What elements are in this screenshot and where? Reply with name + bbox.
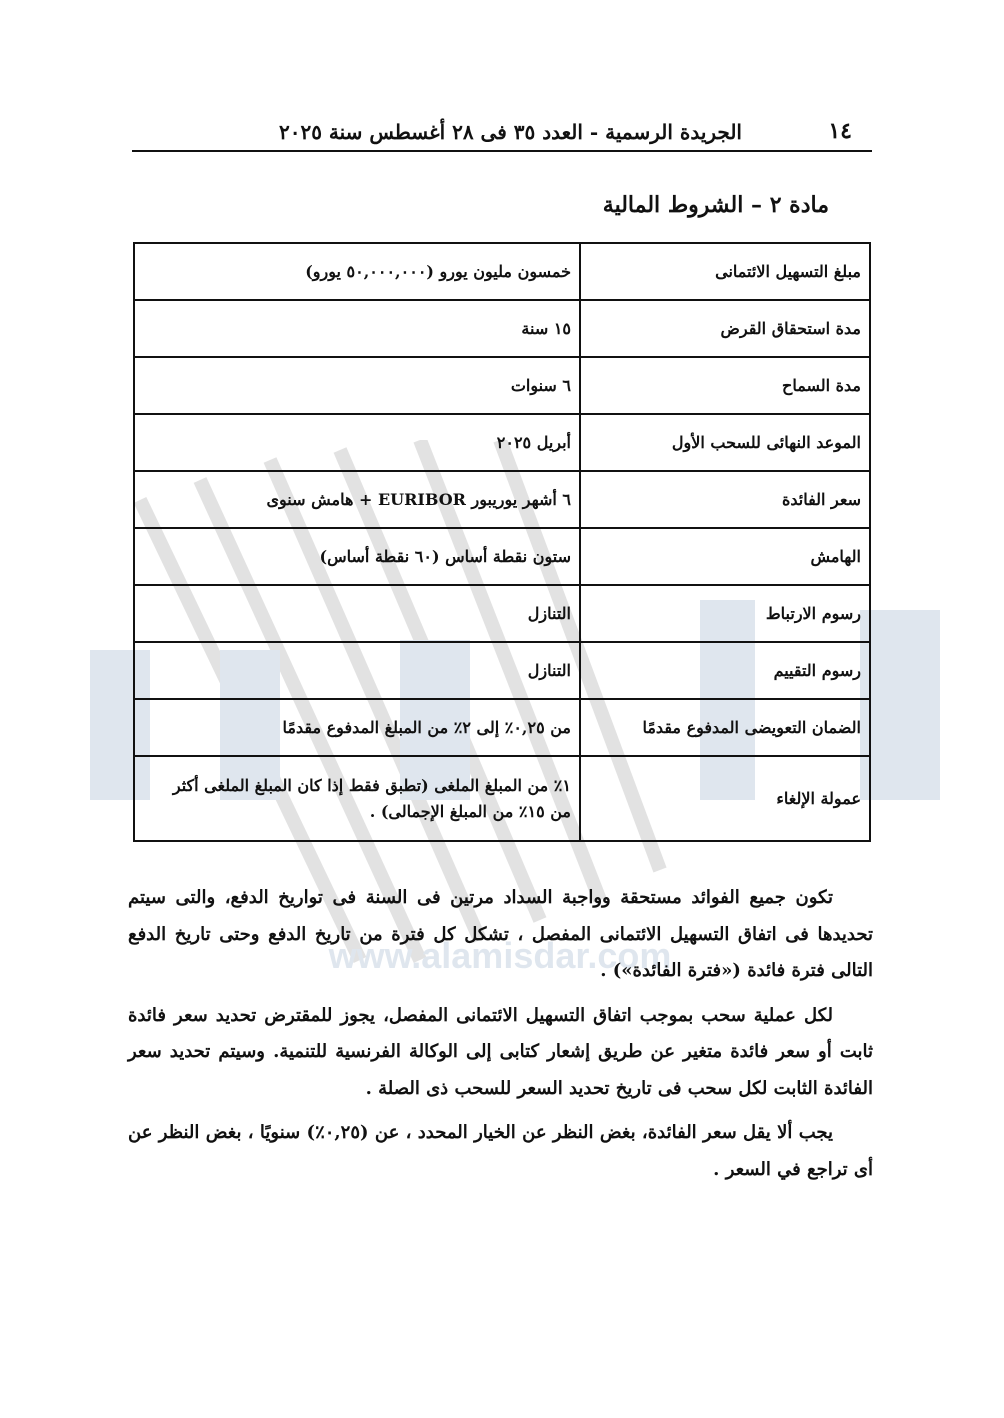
- term-value: ١٥ سنة: [134, 300, 580, 357]
- watermark-site-text: www.alamisdar.com: [328, 935, 672, 976]
- page-number: ١٤: [828, 118, 852, 144]
- paragraph: لكل عملية سحب بموجب اتفاق التسهيل الائتمانى المفصل، يجوز للمقترض تحديد سعر فائدة ثابت أو سعر فائدة متغير عن طريق إشعار كتابى إلى الوكالة الفرنسية للتنمية. وسيتم تحديد سعر الفائدة الثابت لكل سحب فى تاريخ تحديد السعر للسحب ذى الصلة .: [128, 1004, 873, 1099]
- term-value: من ٠,٢٥٪ إلى ٢٪ من المبلغ المدفوع مقدمًا: [134, 699, 580, 756]
- term-label: الهامش: [580, 528, 870, 585]
- term-label: رسوم التقييم: [580, 642, 870, 699]
- term-value: أبريل ٢٠٢٥: [134, 414, 580, 471]
- term-value: [134, 756, 580, 841]
- table-row: [134, 300, 870, 357]
- table-row: [134, 471, 870, 528]
- term-value-line: من ١٥٪ من المبلغ الإجمالى) .: [369, 801, 571, 821]
- term-value: ٦ أشهر يوريبور EURIBOR + هامش سنوى: [134, 471, 580, 528]
- paragraph: يجب ألا يقل سعر الفائدة، بغض النظر عن الخيار المحدد ، عن (٠,٢٥٪) سنويًا ، بغض النظر عن أى تراجع في السعر .: [128, 1122, 873, 1180]
- page-header: [132, 110, 872, 152]
- term-value-line: ١٪ من المبلغ الملغى (تطبق فقط إذا كان المبلغ الملغى أكثر: [172, 775, 571, 795]
- article-heading: مادة ٢ – الشروط المالية: [602, 192, 829, 218]
- term-label: عمولة الإلغاء: [580, 756, 870, 841]
- table-row: [134, 756, 870, 841]
- table-row: [134, 414, 870, 471]
- term-label: رسوم الارتباط: [580, 585, 870, 642]
- term-label: الضمان التعويضى المدفوع مقدمًا: [580, 699, 870, 756]
- term-label: الموعد النهائى للسحب الأول: [580, 414, 870, 471]
- table-row: [134, 528, 870, 585]
- term-label: مدة استحقاق القرض: [580, 300, 870, 357]
- body-text: [128, 880, 873, 1196]
- header-title: الجريدة الرسمية - العدد ٣٥ فى ٢٨ أغسطس سنة ٢٠٢٥: [278, 120, 742, 144]
- term-value: ستون نقطة أساس (٦٠ نقطة أساس): [134, 528, 580, 585]
- term-value: ٦ سنوات: [134, 357, 580, 414]
- term-value: التنازل: [134, 642, 580, 699]
- term-label: مبلغ التسهيل الائتمانى: [580, 243, 870, 300]
- paragraph: تكون جميع الفوائد مستحقة وواجبة السداد مرتين فى السنة فى تواريخ الدفع، والتى سيتم تحديدها فى اتفاق التسهيل الائتمانى المفصل ، تشكل كل فترة من تاريخ الدفع وحتى تاريخ الدفع التالى فترة فائدة («فترة الفائدة») .: [128, 887, 873, 981]
- term-label: مدة السماح: [580, 357, 870, 414]
- table-row: [134, 642, 870, 699]
- term-value: خمسون مليون يورو (٥٠,٠٠٠,٠٠٠ يورو): [134, 243, 580, 300]
- table-row: [134, 699, 870, 756]
- table-row: [134, 243, 870, 300]
- table-row: [134, 585, 870, 642]
- term-value: التنازل: [134, 585, 580, 642]
- financial-terms-table: [133, 242, 871, 842]
- table-row: [134, 357, 870, 414]
- term-label: سعر الفائدة: [580, 471, 870, 528]
